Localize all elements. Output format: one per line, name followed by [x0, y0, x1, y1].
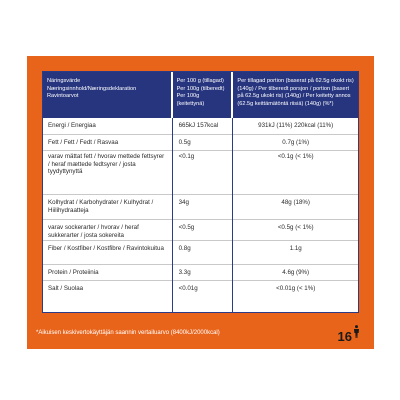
header-per-100g: Per 100 g (tillagad) Per 100g (tilberedt) Per 100g (keitettynä) [172, 72, 233, 118]
table-cell: 34g [173, 194, 233, 219]
table-cell: 0.5g [173, 134, 233, 150]
header-nutrient: Näringsvärde Næringsinnhold/Næringsdeklaration Ravintoarvot [43, 72, 172, 118]
portion-number: 16 [337, 329, 352, 344]
table-cell: 665kJ 157kcal [178, 122, 219, 129]
header-per-portion: Per tillagad portion (baserat på 62.5g okokt ris) (140g) / Per tilberedt porsjon / portion (basert på 62.5g ukokt ris) (140g) / Per keitetty annos (62.5g keittämätöntä riisiä) (140g) (%*) [232, 72, 358, 118]
table-body [43, 118, 358, 312]
table-cell: 0.7g (1%) [233, 134, 358, 150]
table-cell: Kolhydrat / Karbohydrater / Kulhydrat / Hiilihydraatteja [43, 194, 172, 219]
person-icon [352, 325, 360, 343]
nutrition-table [42, 71, 359, 313]
orange-panel [27, 56, 374, 349]
nutrient-column [43, 118, 172, 312]
portion-count [338, 325, 360, 343]
footnote: *Aikuisen keskivertokäyttäjän saannin vertailuarvo (8400kJ/2000kcal) [36, 330, 220, 336]
table-cell: 48g (18%) [233, 194, 358, 219]
table-cell: Protein / Proteiinia [43, 264, 172, 280]
table-cell: <0.01g (< 1%) [233, 280, 358, 297]
per-portion-column [232, 118, 358, 312]
table-cell: varav sockerarter / hvorav / heraf sukkerarter / josta sokereita [43, 219, 172, 240]
table-cell: <0.5g (< 1%) [233, 219, 358, 240]
table-cell: 1.1g [233, 240, 358, 264]
table-cell: 4.6g (9%) [233, 264, 358, 280]
table-cell: <0.1g (< 1%) [233, 150, 358, 194]
table-cell: <0.5g [173, 219, 233, 240]
table-cell: Fiber / Kostfiber / Kostfibre / Ravintokuitua [43, 240, 172, 264]
table-cell: Salt / Suolaa [43, 280, 172, 297]
table-cell: 3.3g [173, 264, 233, 280]
per-100g-column [172, 118, 233, 312]
table-cell: 931kJ (11%) 220kcal (11%) [258, 122, 334, 129]
table-cell: <0.01g [173, 280, 233, 297]
table-cell: Energi / Energiaa [48, 122, 96, 129]
table-cell: 0.8g [173, 240, 233, 264]
table-cell: <0.1g [173, 150, 233, 194]
table-header [43, 72, 358, 118]
table-cell: Fett / Fett / Fedt / Rasvaa [43, 134, 172, 150]
table-cell: varav mättat fett / hvorav mettede fettsyrer / heraf mættede fedtsyrer / josta tyydyttynyttä [43, 150, 172, 194]
